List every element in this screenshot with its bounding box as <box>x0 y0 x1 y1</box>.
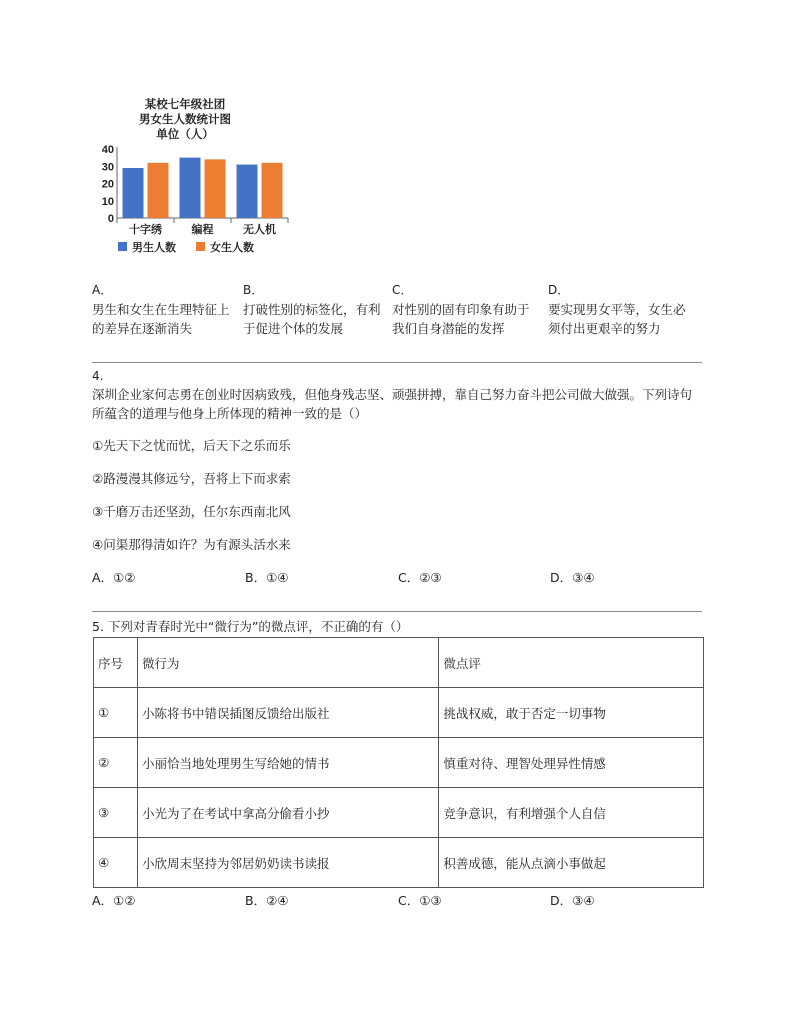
legend-swatch <box>118 242 127 251</box>
divider <box>92 611 702 612</box>
q3-option-text: 对性别的固有印象有助于我们自身潜能的发挥 <box>392 302 530 336</box>
table-cell: ① <box>94 688 138 738</box>
x-tick-label: 无人机 <box>243 224 276 236</box>
q4-answer-c[interactable]: C．②③ <box>398 570 442 585</box>
x-tick-label: 编程 <box>191 224 214 236</box>
q3-option-text: 打破性别的标签化，有利于促进个体的发展 <box>243 302 381 336</box>
q3-option-text: 男生和女生在生理特征上的差异在逐渐消失 <box>92 302 230 336</box>
q5-table <box>93 637 704 888</box>
header-cell: 序号 <box>94 638 138 688</box>
table-row <box>94 688 704 738</box>
chart-canvas <box>92 95 302 265</box>
table-cell: 小丽恰当地处理男生写给她的情书 <box>137 738 438 788</box>
table-cell: ③ <box>94 788 138 838</box>
table-row <box>94 738 704 788</box>
q3-options <box>92 283 702 336</box>
q3-option-letter: D． <box>548 283 570 297</box>
q4-item-3: ③千磨万击还坚劲，任尔东西南北风 <box>92 504 291 519</box>
y-tick-label: 10 <box>101 195 114 208</box>
q5-answer-b[interactable]: B．②④ <box>245 893 289 908</box>
table-cell: 小光为了在考试中拿高分偷看小抄 <box>137 788 438 838</box>
chart-title-line-1: 某校七年级社团 <box>144 99 226 111</box>
y-tick-label: 40 <box>101 144 114 156</box>
q4-item-2: ②路漫漫其修远兮，吾将上下而求索 <box>92 471 291 486</box>
header-cell: 微行为 <box>137 638 438 688</box>
q3-option-letter: B． <box>243 283 264 297</box>
q5-answer-d[interactable]: D．③④ <box>550 893 595 908</box>
table-cell: ② <box>94 738 138 788</box>
table-cell: 小陈将书中错误插图反馈给出版社 <box>137 688 438 738</box>
q5-stem: 5. 下列对青春时光中“微行为”的微点评，不正确的有（） <box>92 619 409 634</box>
chart-title-line-2: 男女生人数统计图 <box>139 114 231 126</box>
q4-answer-a[interactable]: A．①② <box>92 570 136 585</box>
q4-item-4: ④问渠那得清如许？为有源头活水来 <box>92 537 291 552</box>
table-header-row <box>94 638 704 688</box>
q3-option-a[interactable] <box>92 283 240 338</box>
bar-female <box>262 163 283 218</box>
bar-female <box>148 163 169 218</box>
y-tick-label: 30 <box>101 161 114 174</box>
y-tick-label: 0 <box>107 213 114 225</box>
q4-answer-b[interactable]: B．①④ <box>245 570 289 585</box>
table-cell: ④ <box>94 838 138 888</box>
q3-option-letter: A． <box>92 283 113 297</box>
bar-male <box>237 165 258 218</box>
y-tick-label: 20 <box>101 178 114 191</box>
x-tick-label: 十字绣 <box>129 224 162 236</box>
q4-answer-d[interactable]: D．③④ <box>550 570 595 585</box>
chart-title-line-3: 单位（人） <box>156 129 214 141</box>
q3-option-b[interactable] <box>243 283 391 338</box>
table-row <box>94 838 704 888</box>
divider <box>92 362 702 363</box>
q3-option-d[interactable] <box>548 283 696 338</box>
header-cell: 微点评 <box>439 638 704 688</box>
q3-option-text: 要实现男女平等，女生必须付出更艰辛的努力 <box>548 302 686 336</box>
table-cell: 小欣周末坚持为邻居奶奶读书读报 <box>137 838 438 888</box>
bar-male <box>180 158 201 218</box>
legend-swatch <box>196 242 205 251</box>
q4-stem: 深圳企业家何志勇在创业时因病致残，但他身残志坚、顽强拼搏，靠自己努力奋斗把公司做大做强。下列诗句所蕴含的道理与他身上所体现的精神一致的是（） <box>92 387 693 421</box>
table-cell: 竞争意识，有利增强个人自信 <box>439 788 704 838</box>
q4-number: 4. <box>92 369 104 383</box>
q5-answer-c[interactable]: C．①③ <box>398 893 442 908</box>
legend-label: 女生人数 <box>210 242 254 254</box>
table-cell: 挑战权威，敢于否定一切事物 <box>439 688 704 738</box>
table-row <box>94 788 704 838</box>
club-gender-bar-chart <box>92 95 302 265</box>
q4-item-1: ①先天下之忧而忧，后天下之乐而乐 <box>92 438 291 453</box>
table-cell: 积善成德，能从点滴小事做起 <box>439 838 704 888</box>
bar-female <box>205 159 226 218</box>
legend-label: 男生人数 <box>132 242 176 254</box>
q3-option-c[interactable] <box>392 283 540 338</box>
q5-answer-a[interactable]: A．①② <box>92 893 136 908</box>
q3-option-letter: C． <box>392 283 413 297</box>
bar-male <box>123 168 144 218</box>
table-cell: 慎重对待、理智处理异性情感 <box>439 738 704 788</box>
